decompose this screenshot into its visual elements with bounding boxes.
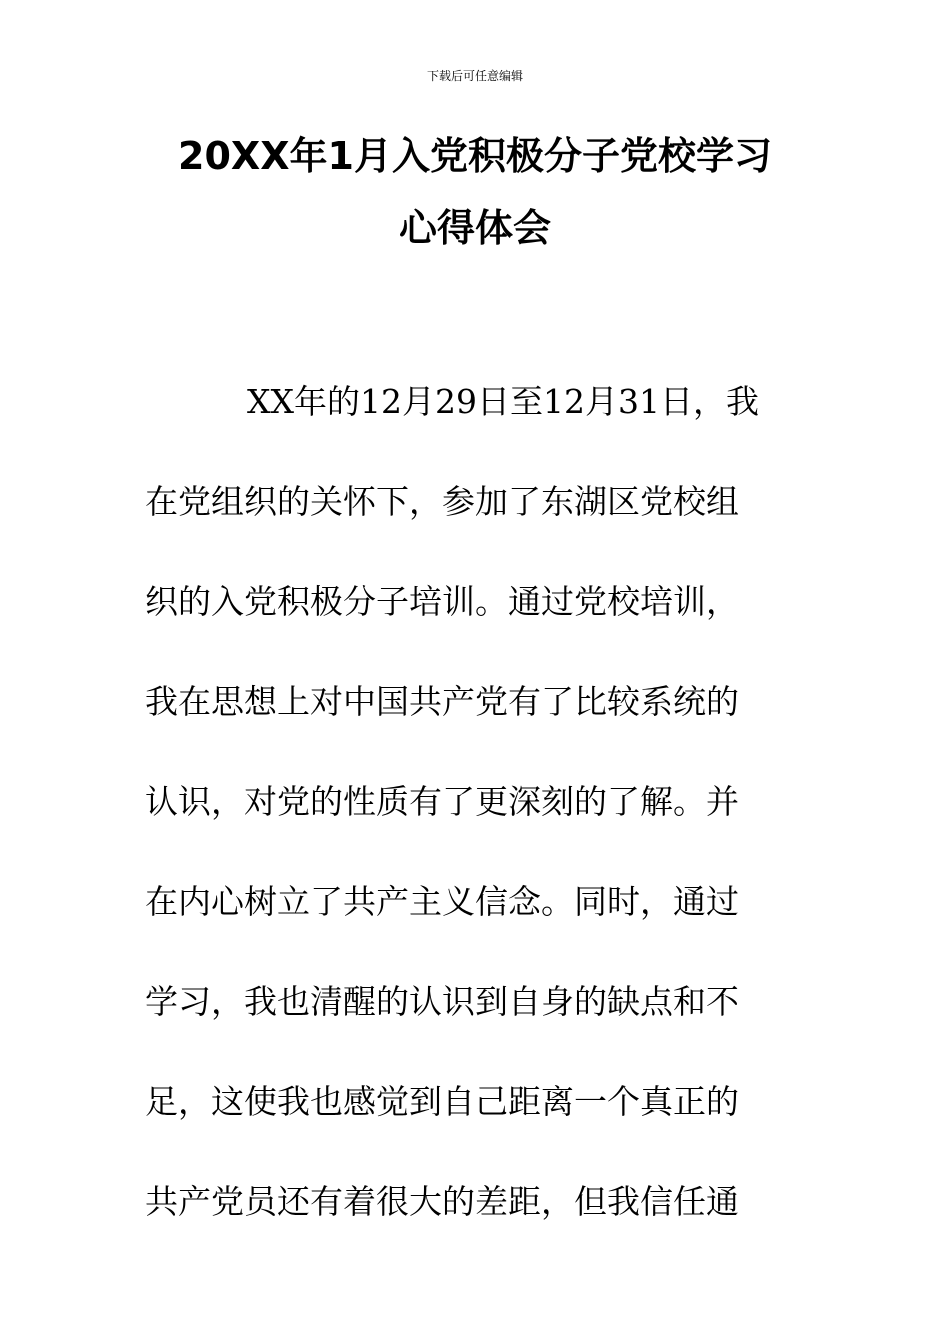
document-title-line-2: 心得体会: [398, 206, 551, 250]
body-line-6: 在内心树立了共产主义信念。同时，通过: [145, 882, 739, 921]
header-note: 下载后可任意编辑: [426, 69, 523, 83]
document-title-line-1: 20XX年1月入党积极分子党校学习: [178, 134, 772, 178]
body-line-5: 认识，对党的性质有了更深刻的了解。并: [145, 782, 739, 821]
body-line-7: 学习，我也清醒的认识到自身的缺点和不: [145, 982, 739, 1021]
body-line-3: 织的入党积极分子培训。通过党校培训，: [145, 582, 739, 621]
body-line-9: 共产党员还有着很大的差距，但我信任通: [145, 1182, 739, 1221]
body-line-2: 在党组织的关怀下，参加了东湖区党校组: [145, 482, 739, 521]
body-line-8: 足，这使我也感觉到自己距离一个真正的: [145, 1082, 739, 1121]
body-line-1: XX年的12月29日至12月31日，我: [247, 382, 759, 421]
body-line-4: 我在思想上对中国共产党有了比较系统的: [145, 682, 739, 721]
